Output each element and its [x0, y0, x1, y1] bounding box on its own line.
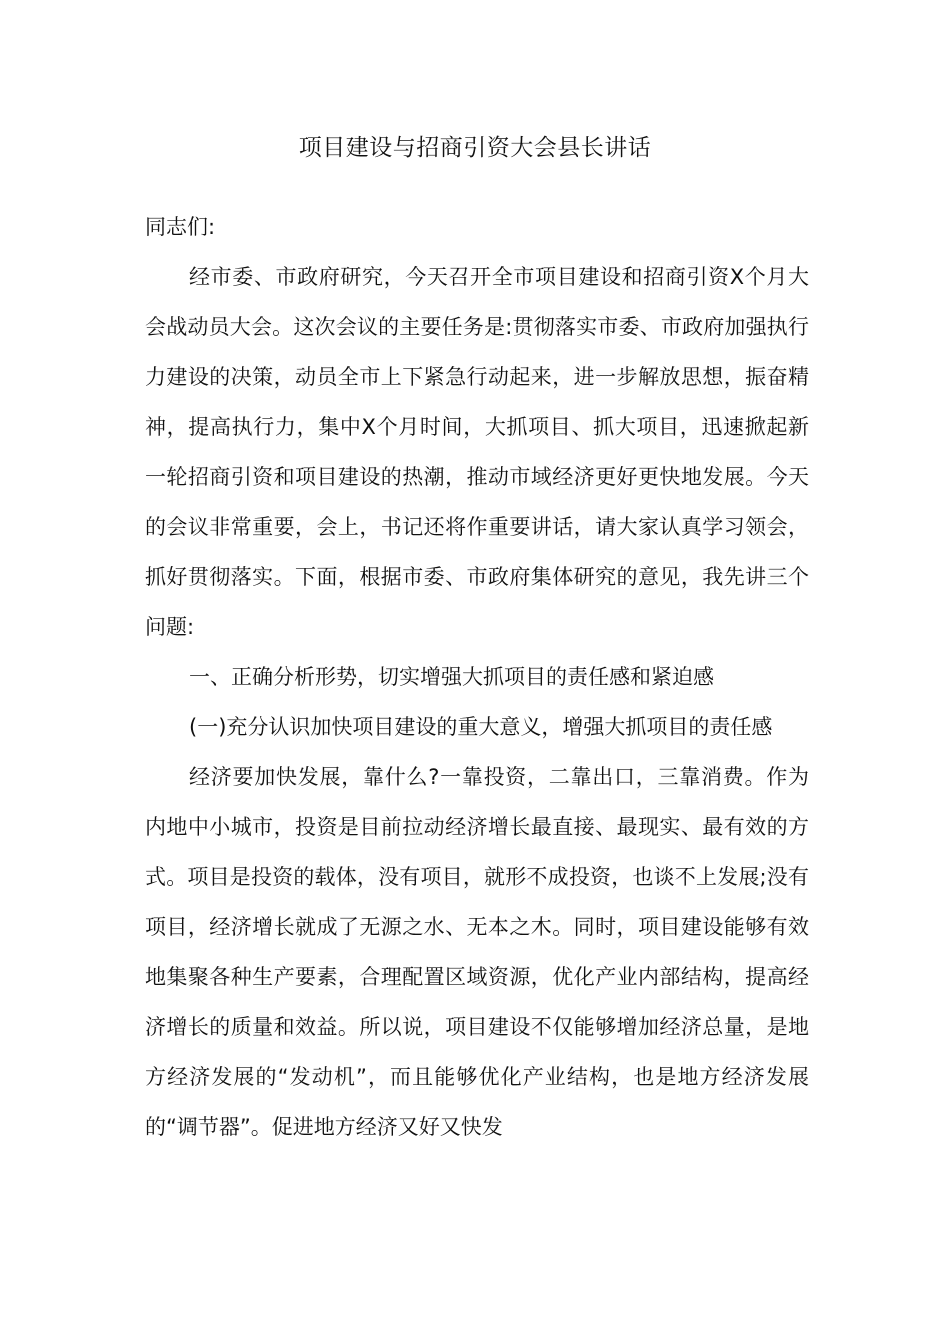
paragraph-intro: 经市委、市政府研究，今天召开全市项目建设和招商引资X个月大会战动员大会。这次会议的主要任务是:贯彻落实市委、市政府加强执行力建设的决策，动员全市上下紧急行动起来，进一步解放思想，振奋精神，提高执行力，集中X个月时间，大抓项目、抓大项目，迅速掀起新一轮招商引资和项目建设的热潮，推动市域经济更好更快地发展。今天的会议非常重要，会上，书记还将作重要讲话，请大家认真学习领会，抓好贯彻落实。下面，根据市委、市政府集体研究的意见，我先讲三个问题: [145, 265, 809, 639]
subsection-heading-1: (一)充分认识加快项目建设的重大意义，增强大抓项目的责任感 [189, 715, 773, 739]
document-title: 项目建设与招商引资大会县长讲话 [298, 135, 652, 161]
document-body [145, 202, 809, 1152]
section-heading-1: 一、正确分析形势，切实增强大抓项目的责任感和紧迫感 [189, 665, 714, 689]
paragraph-investment: 经济要加快发展，靠什么?一靠投资，二靠出口，三靠消费。作为内地中小城市，投资是目前拉动经济增长最直接、最现实、最有效的方式。项目是投资的载体，没有项目，就形不成投资，也谈不上发展;没有项目，经济增长就成了无源之水、无本之木。同时，项目建设能够有效地集聚各种生产要素，合理配置区域资源，优化产业内部结构，提高经济增长的质量和效益。所以说，项目建设不仅能够增加经济总量，是地方经济发展的“发动机”，而且能够优化产业结构，也是地方经济发展的“调节器”。促进地方经济又好又快发 [145, 765, 809, 1139]
salutation: 同志们: [145, 215, 216, 239]
